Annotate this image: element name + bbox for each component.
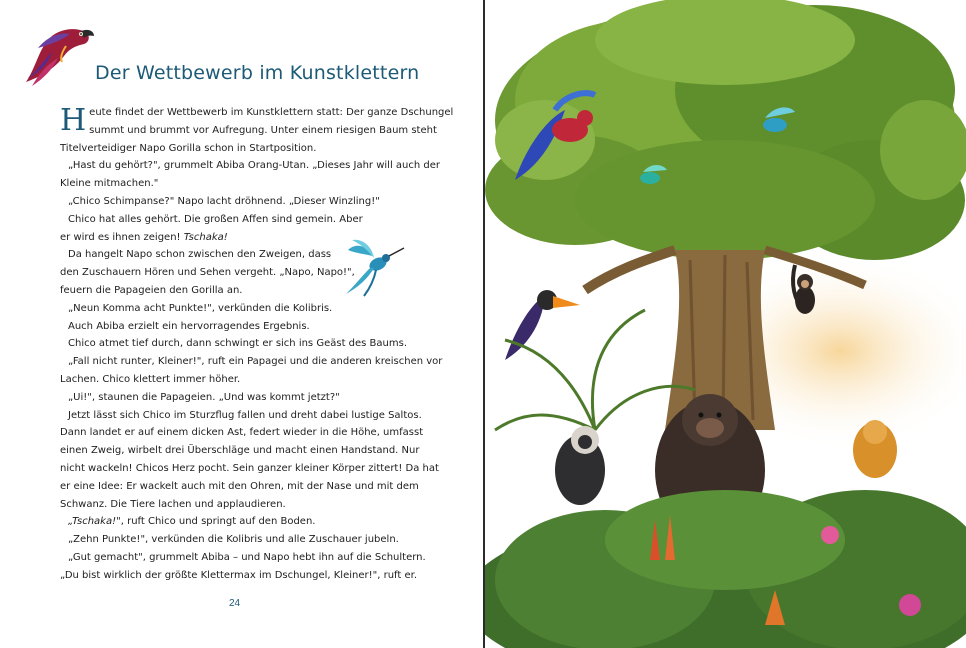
chapter-title: Der Wettbewerb im Kunstklettern (95, 62, 420, 84)
story-line: „Tschaka!", ruft Chico und springt auf den Boden. (68, 516, 316, 528)
story-text (60, 103, 454, 585)
story-line: nicht wackeln! Chicos Herz pocht. Sein ganzer kleiner Körper zittert! Da hat (60, 462, 439, 474)
story-line: „Neun Komma acht Punkte!", verkünden die Kolibris. (68, 302, 333, 314)
blue-hummingbird-icon (338, 232, 408, 302)
story-line: Titelverteidiger Napo Gorilla schon in Startposition. (60, 142, 317, 154)
story-line: Chico hat alles gehört. Die großen Affen sind gemein. Aber (68, 213, 363, 225)
story-line: Auch Abiba erzielt ein hervorragendes Ergebnis. (68, 320, 310, 332)
story-line: „Fall nicht runter, Kleiner!", ruft ein Papagei und die anderen kreischen vor (68, 356, 443, 368)
story-line: „Hast du gehört?", grummelt Abiba Orang-Utan. „Dieses Jahr will auch der (68, 160, 440, 172)
story-line: Da hangelt Napo schon zwischen den Zweigen, dass (68, 249, 332, 261)
story-line: „Ui!", staunen die Papageien. „Und was kommt jetzt?" (68, 391, 340, 403)
page-number: 24 (229, 598, 241, 609)
story-line: summt und brummt vor Aufregung. Unter einem riesigen Baum steht (89, 124, 437, 136)
story-line: er wird es ihnen zeigen! Tschaka! (60, 231, 228, 243)
story-line: „Du bist wirklich der größte Klettermax im Dschungel, Kleiner!", ruft er. (60, 569, 417, 581)
story-line: Schwanz. Die Tiere lachen und applaudieren. (60, 498, 286, 510)
story-line: „Chico Schimpanse?" Napo lacht dröhnend. „Dieser Winzling!" (68, 195, 380, 207)
story-line: Heute findet der Wettbewerb im Kunstklettern statt: Der ganze Dschungel (60, 103, 454, 138)
story-line: Chico atmet tief durch, dann schwingt er sich ins Geäst des Baums. (68, 338, 408, 350)
italic-exclamation: Tschaka! (183, 231, 228, 243)
story-line: feuern die Papageien den Gorilla an. (60, 284, 243, 296)
red-parrot-icon (18, 12, 98, 92)
story-line: Kleine mitmachen." (60, 178, 159, 190)
right-page (485, 0, 966, 648)
jungle-illustration (485, 0, 966, 648)
story-line: er eine Idee: Er wackelt auch mit den Ohren, mit der Nase und mit dem (60, 480, 419, 492)
story-line: einen Zweig, wirbelt drei Überschläge und macht einen Handstand. Nur (60, 445, 420, 457)
story-line: Jetzt lässt sich Chico im Sturzflug fallen und dreht dabei lustige Saltos. (68, 409, 422, 421)
story-line: Dann landet er auf einem dicken Ast, federt wieder in die Höhe, umfasst (60, 427, 424, 439)
story-line: den Zuschauern Hören und Sehen vergeht. „Napo, Napo!", (60, 267, 355, 279)
drop-cap: H (60, 103, 87, 138)
story-line: „Gut gemacht", grummelt Abiba – und Napo hebt ihn auf die Schultern. (68, 551, 426, 563)
story-line: Lachen. Chico klettert immer höher. (60, 373, 241, 385)
story-line: „Zehn Punkte!", verkünden die Kolibris und alle Zuschauer jubeln. (68, 534, 399, 546)
